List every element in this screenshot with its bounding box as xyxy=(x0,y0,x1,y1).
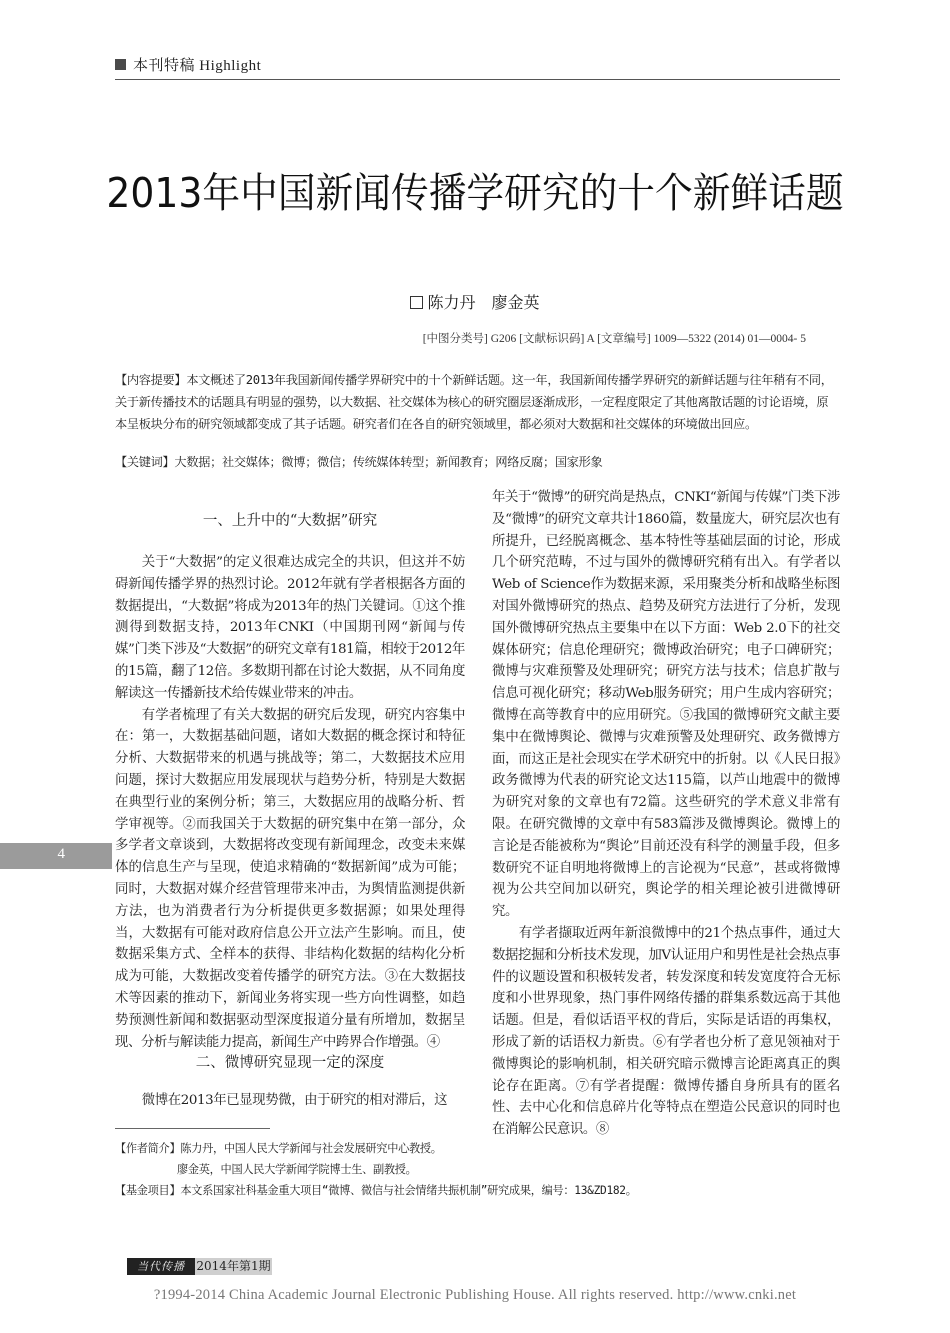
abstract: 【内容提要】本文概述了2013年我国新闻传播学界研究中的十个新鲜话题。这一年，我国新闻传播学界研究的新鲜话题与往年稍有不同，关于新传播技术的话题具有明显的强势，以大数据、社交媒体为核心的研究圈层逐渐成形，一定程度限定了其他离散话题的讨论语境，原本呈板块分布的研究领域都变成了其子话题。研究者们在各自的研究领域里，都必须对大数据和社交媒体的环境做出回应。 xyxy=(115,373,833,431)
journal-badge xyxy=(127,1258,272,1275)
paragraph: 微博在2013年已显现势微，由于研究的相对滞后，这 xyxy=(141,1093,448,1108)
footnotes xyxy=(115,1138,840,1201)
header-square-icon xyxy=(115,59,126,70)
copyright-line: ?1994-2014 China Academic Journal Electronic Publishing House. All rights reserved. http://www.cnki.net xyxy=(153,1287,797,1303)
header-label: 本刊特稿 Highlight xyxy=(133,58,262,74)
paragraph: 关于“大数据”的定义很难达成完全的共识，但这并不妨碍新闻传播学界的热烈讨论。2012年就有学者根据各方面的数据提出，“大数据”将成为2013年的热门关键词。①这个推测得到数据支持，2013年CNKI（中国期刊网“新闻与传媒”门类下涉及“大数据”的研究文章有181篇，相较于2012年的15篇，翻了12倍。多数期刊都在讨论大数据，从不同角度解读这一传播新技术给传媒业带来的冲击。 xyxy=(115,555,465,701)
keywords: 【关键词】大数据；社交媒体；微博；微信；传统媒体转型；新闻教育；网络反腐；国家形象 xyxy=(115,455,603,469)
section-2-paragraph xyxy=(115,1090,465,1112)
right-column xyxy=(492,487,840,1141)
page-number-tab xyxy=(0,843,112,869)
footnote-fund: 【基金项目】本文系国家社科基金重大项目“微博、微信与社会情绪共振机制”研究成果，编号：13&ZD182。 xyxy=(115,1184,637,1197)
article-title: 2013年中国新闻传播学研究的十个新鲜话题 xyxy=(106,169,844,217)
box-icon xyxy=(410,296,423,309)
page-number: 4 xyxy=(57,846,65,862)
journal-issue: 2014年第1期 xyxy=(196,1259,271,1273)
paragraph: 有学者撷取近两年新浪微博中的21个热点事件，通过大数据挖掘和分析技术发现，加V认证用户和男性是社会热点事件的议题设置和积极转发者，转发深度和转发宽度符合无标度和小世界现象，热门事件网络传播的群集系数远高于其他话题。但是，看似话语平权的背后，实际是话语的再集权，形成了新的话语权力新贵。⑥有学者也分析了意见领袖对于微博舆论的影响机制，相关研究暗示微博言论距离真正的舆论存在距离。⑦有学者提醒：微博传播自身所具有的匿名性、去中心化和信息碎片化等特点在塑造公民意识的同时也在消解公民意识。⑧ xyxy=(492,925,840,1138)
section-heading-2: 二、微博研究显现一定的深度 xyxy=(195,1055,385,1071)
running-header xyxy=(115,54,840,80)
header-rule xyxy=(115,79,840,80)
paragraph: 有学者梳理了有关大数据的研究后发现，研究内容集中在：第一，大数据基础问题，诸如大数据的概念探讨和特征分析、大数据带来的机遇与挑战等；第二，大数据技术应用问题，探讨大数据应用发展现状与趋势分析，特别是大数据在典型行业的案例分析；第三，大数据应用的战略分析、哲学审视等。②而我国关于大数据的研究集中在第一部分，众多学者文章谈到，大数据将改变现有新闻理念，改变未来媒体的信息生产与呈现，使追求精确的“数据新闻”成为可能；同时，大数据对媒介经营管理带来冲击，为舆情监测提供新方法，也为消费者行为分析提供更多数据源；如果处理得当，大数据有可能对政府信息公开立法产生影响。而且，使数据采集方式、全样本的获得、非结构化数据的结构化分析成为可能，大数据改变着传播学的研究方法。③在大数据技术等因素的推动下，新闻业务将实现一些方向性调整，如趋势预测性新闻和数据驱动型深度报道分量有所增加，数据呈现、分析与解读能力提高，新闻生产中跨界合作增强。④ xyxy=(115,707,465,1050)
section-heading-1: 一、上升中的“大数据”研究 xyxy=(202,513,378,529)
paragraph: 年关于“微博”的研究尚是热点，CNKI“新闻与传媒”门类下涉及“微博”的研究文章共计1860篇，数量庞大，研究层次也有所提升，已经脱离概念、基本特性等基础层面的讨论，形成几个研究范畴，不过与国外的微博研究稍有出入。有学者以Web of Science作为数据来源，采用聚类分析和战略坐标图对国外微博研究的热点、趋势及研究方法进行了分析，发现国外微博研究热点主要集中在以下方面：Web 2.0下的社交媒体研究；信息伦理研究；微博政治研究；电子口碑研究；微博与灾难预警及处理研究；研究方法与技术；信息扩散与信息可视化研究；移动Web服务研究；用户生成内容研究；微博在高等教育中的应用研究。⑤我国的微博研究文献主要集中在微博舆论、微博与灾难预警及处理研究、政务微博方面，而这正是社会现实在学术研究中的折射。以《人民日报》政务微博为代表的研究论文达115篇，以芦山地震中的微博为研究对象的文章也有72篇。这些研究的学术意义非常有限。在研究微博的文章中有583篇涉及微博舆论。微博上的言论是否能被称为“舆论”目前还没有科学的测量手段，但多数研究不证自明地将微博上的言论视为“民意”，甚或将微博视为公共空间加以研究，舆论学的相关理论被引进微博研究。 xyxy=(492,490,840,920)
footnote-rule xyxy=(115,1128,270,1129)
authors-line xyxy=(300,290,650,313)
footnote-author-1: 【作者简介】陈力丹，中国人民大学新闻与社会发展研究中心教授。 xyxy=(115,1142,442,1155)
authors: 陈力丹 廖金英 xyxy=(427,293,540,312)
left-column xyxy=(115,552,465,1053)
journal-logo: 当代传播 xyxy=(127,1258,195,1275)
footnote-author-2: 廖金英，中国人民大学新闻学院博士生、副教授。 xyxy=(177,1163,417,1176)
classification-line: [中图分类号] G206 [文献标识码] A [文章编号] 1009—5322 (2014) 01—0004- 5 xyxy=(422,333,806,345)
